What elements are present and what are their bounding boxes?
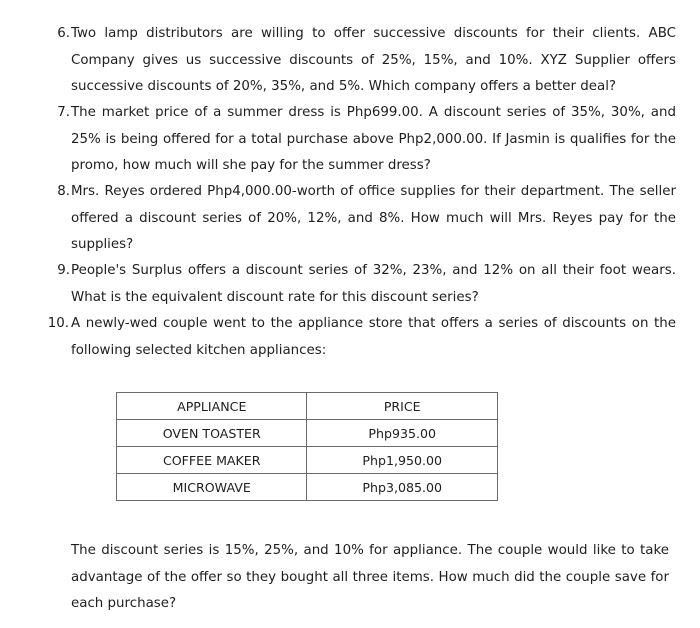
question-text: Mrs. Reyes ordered Php4,000.00-worth of office supplies for their department. The seller offered a discount series of 20%, 12%, and 8%. How much will Mrs. Reyes pay for the supplies? xyxy=(71,184,676,252)
table-row xyxy=(117,447,498,474)
question-number: 7. xyxy=(57,105,70,120)
question-number: 10. xyxy=(47,316,69,331)
question-text: People's Surplus offers a discount series of 32%, 23%, and 12% on all their foot wears. What is the equivalent discount rate for this discount series? xyxy=(71,263,676,305)
question-number: 8. xyxy=(57,184,70,199)
appliance-price: Php1,950.00 xyxy=(307,447,498,474)
appliance-name: MICROWAVE xyxy=(117,474,307,501)
appliance-name: COFFEE MAKER xyxy=(117,447,307,474)
table-row xyxy=(117,420,498,447)
table-row xyxy=(117,474,498,501)
header-price: PRICE xyxy=(307,393,498,420)
appliance-price: Php935.00 xyxy=(307,420,498,447)
appliance-price-table xyxy=(116,392,498,501)
question-text: Two lamp distributors are willing to offer successive discounts for their clients. ABC Company gives us successive discounts of 25%, 15%, and 10%. XYZ Supplier offers successive discounts of 20%, 35%, and 5%. Which company offers a better deal? xyxy=(71,26,676,94)
header-appliance: APPLIANCE xyxy=(117,393,307,420)
question-text: The market price of a summer dress is Php699.00. A discount series of 35%, 30%, and 25% is being offered for a total purchase above Php2,000.00. If Jasmin is qualifies for the promo, how much will she pay for the summer dress? xyxy=(71,105,676,173)
appliance-name: OVEN TOASTER xyxy=(117,420,307,447)
question-number: 9. xyxy=(57,263,70,278)
question-text: A newly-wed couple went to the appliance store that offers a series of discounts on the following selected kitchen appliances: xyxy=(71,316,676,358)
question-number: 6. xyxy=(57,26,70,41)
appliance-price: Php3,085.00 xyxy=(307,474,498,501)
table-header-row xyxy=(117,393,498,420)
followup-question-text: The discount series is 15%, 25%, and 10% for appliance. The couple would like to take advantage of the offer so they bought all three items. How much did the couple save for each purchase? xyxy=(71,543,669,611)
